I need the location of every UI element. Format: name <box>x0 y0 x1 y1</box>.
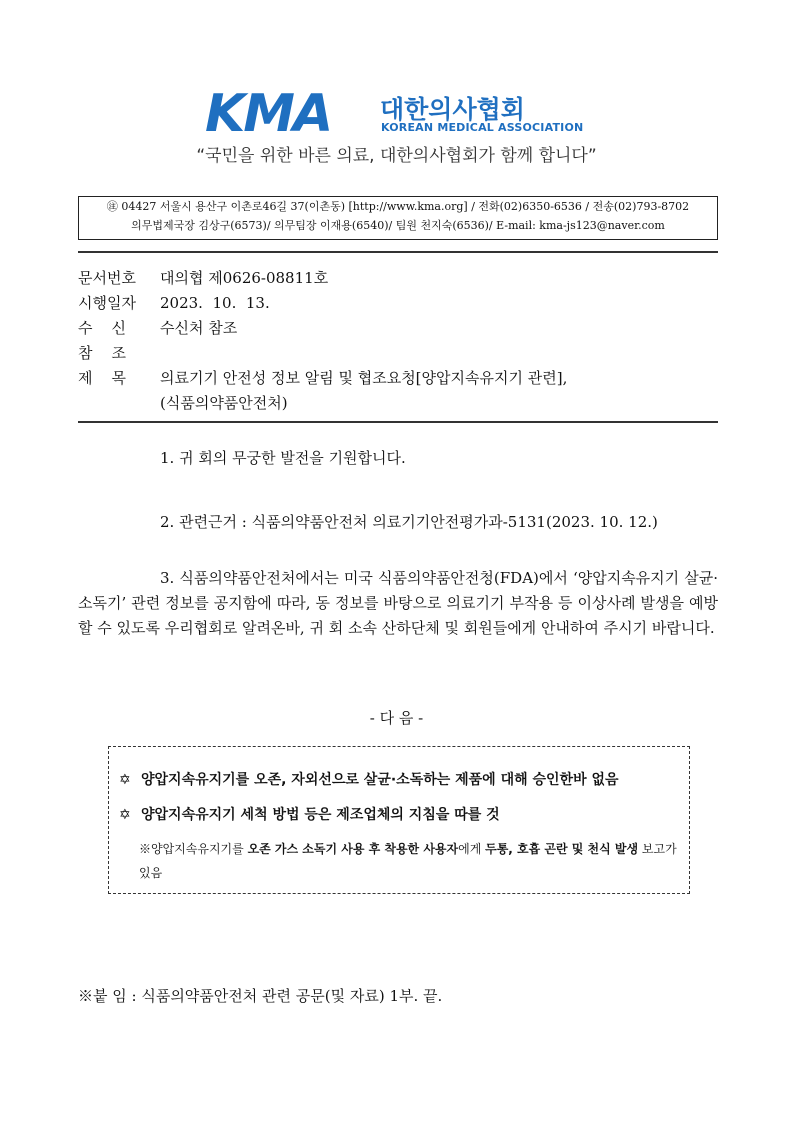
meta-value: (식품의약품안전처) <box>160 394 288 412</box>
meta-label: 제 목 <box>78 369 127 387</box>
meta-label: 참 조 <box>78 344 127 362</box>
meta-value: 수신처 참조 <box>160 319 238 337</box>
logo-korean-name: 대한의사협회 <box>380 95 525 124</box>
notice-item-1 <box>119 769 619 789</box>
star-icon: ✡ <box>119 772 131 788</box>
document-meta <box>78 266 567 416</box>
meta-label: 시행일자 <box>78 294 136 312</box>
meta-subject-continued <box>78 391 567 416</box>
logo-mark: KMA <box>205 84 332 144</box>
meta-label: 수 신 <box>78 319 127 337</box>
slogan: “국민을 위한 바른 의료, 대한의사협회가 함께 합니다” <box>196 146 597 166</box>
contact-box <box>78 196 718 240</box>
notice-item-text: 양압지속유지기 세척 방법 등은 제조업체의 지침을 따를 것 <box>141 807 500 823</box>
meta-value: 2023. 10. 13. <box>160 294 270 312</box>
header-divider <box>78 251 718 253</box>
meta-label: 문서번호 <box>78 269 136 287</box>
contact-staff-line: 의무법제국장 김상구(6573)/ 의무팀장 이재용(6540)/ 팀원 천지숙(6536)/ E-mail: kma-js123@naver.com <box>131 219 665 232</box>
remark-prefix: ※양압지속유지기를 <box>139 842 248 856</box>
meta-reference <box>78 341 567 366</box>
logo-english-name: KOREAN MEDICAL ASSOCIATION <box>381 121 584 134</box>
meta-value: 대의협 제0626-08811호 <box>160 269 329 287</box>
meta-recipient <box>78 316 567 341</box>
meta-date <box>78 291 567 316</box>
paragraph-2: 2. 관련근거 : 식품의약품안전처 의료기기안전평가과-5131(2023. 10. 12.) <box>160 513 658 531</box>
attachment-line: ※붙 임 : 식품의약품안전처 관련 공문(및 자료) 1부. 끝. <box>78 987 443 1005</box>
body-divider <box>78 421 718 423</box>
meta-value: 의료기기 안전성 정보 알림 및 협조요청[양압지속유지기 관련], <box>160 369 568 387</box>
notice-remark <box>139 837 684 885</box>
next-heading: - 다 음 - <box>369 709 424 727</box>
paragraph-1: 1. 귀 회의 무궁한 발전을 기원합니다. <box>160 449 406 467</box>
remark-emphasis-1: 오존 가스 소독기 사용 후 착용한 사용자 <box>247 842 459 856</box>
notice-box <box>108 746 690 894</box>
remark-suffix: 보고가 있음 <box>139 842 677 880</box>
meta-subject <box>78 366 567 391</box>
meta-doc-number <box>78 266 567 291</box>
star-icon: ✡ <box>119 807 131 823</box>
notice-item-2 <box>119 804 500 824</box>
remark-middle: 에게 <box>458 842 486 856</box>
kma-logo <box>205 84 605 144</box>
contact-address-line: ㊟ 04427 서울시 용산구 이촌로46길 37(이촌동) [http://www.kma.org] / 전화(02)6350-6536 / 전송(02)793-8702 <box>106 200 690 213</box>
notice-item-text: 양압지속유지기를 오존, 자외선으로 살균·소독하는 제품에 대해 승인한바 없음 <box>141 772 619 788</box>
remark-emphasis-2: 두통, 호흡 곤란 및 천식 발생 <box>485 842 639 856</box>
paragraph-3: 3. 식품의약품안전처에서는 미국 식품의약품안전청(FDA)에서 ‘양압지속유지기 살균·소독기’ 관련 정보를 공지함에 따라, 동 정보를 바탕으로 의료기기 부작용 등 이상사례 발생을 예방할 수 있도록 우리협회로 알려온바, 귀 회 소속 산하단체 및 회원들에게 안내하여 주시기 바랍니다. <box>78 569 718 637</box>
